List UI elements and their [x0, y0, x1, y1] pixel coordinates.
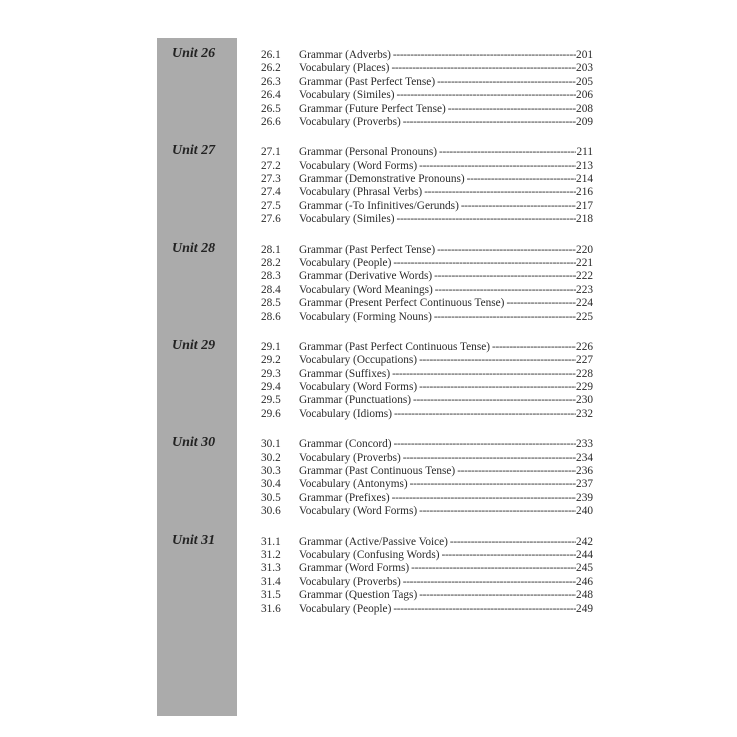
entry-title: Vocabulary (Similes) [299, 89, 395, 102]
entry-title: Grammar (Question Tags) [299, 589, 418, 602]
unit-label: Unit 26 [172, 46, 216, 61]
entry-title: Vocabulary (Word Meanings) [299, 283, 433, 296]
entry-page: 220 [576, 243, 593, 256]
leader-dots [403, 116, 576, 129]
leader-dots [396, 89, 576, 102]
toc-entry [261, 284, 593, 297]
unit-label: Unit 27 [172, 143, 216, 159]
entry-number: 31.6 [261, 602, 281, 615]
toc-entry [261, 452, 593, 465]
leader-dots [506, 297, 576, 310]
entry-number: 27.1 [261, 146, 281, 159]
entry-title: Grammar (Present Perfect Continuous Tense) [299, 297, 505, 310]
leader-dots [434, 311, 576, 324]
entry-title: Vocabulary (Occupations) [299, 354, 418, 367]
entry-title: Vocabulary (Word Forms) [299, 381, 418, 394]
toc-entry [261, 257, 593, 270]
entry-page: 224 [576, 297, 593, 310]
entry-number: 26.3 [261, 75, 281, 88]
entry-page: 237 [576, 478, 593, 491]
entry-number: 28.4 [261, 283, 281, 296]
leader-dots [410, 478, 576, 491]
toc-entry [261, 492, 593, 505]
leader-dots [396, 213, 576, 226]
leader-dots [435, 284, 576, 297]
leader-dots [437, 76, 576, 89]
entry-page: 233 [576, 438, 593, 451]
entry-number: 30.1 [261, 438, 281, 451]
unit-label: Unit 29 [172, 337, 216, 353]
entry-title: Vocabulary (Places) [299, 62, 390, 75]
entry-number: 27.6 [261, 213, 281, 226]
entry-number: 28.1 [261, 243, 281, 256]
leader-dots [457, 465, 576, 478]
leader-dots [393, 603, 576, 616]
leader-dots [419, 160, 576, 173]
unit-sidebar [157, 38, 237, 716]
entry-title: Grammar (Prefixes) [299, 491, 390, 504]
entry-page: 244 [576, 548, 593, 561]
entry-number: 26.6 [261, 116, 281, 128]
entry-number: 27.5 [261, 199, 281, 212]
entry-title: Vocabulary (Proverbs) [299, 116, 401, 128]
entry-page: 239 [576, 491, 593, 504]
entry-page: 223 [576, 283, 593, 296]
entry-page: 203 [576, 62, 593, 75]
entry-number: 26.4 [261, 89, 281, 102]
entry-title: Vocabulary (Proverbs) [299, 451, 401, 464]
entry-title: Grammar (Punctuations) [299, 394, 411, 407]
entry-number: 29.4 [261, 381, 281, 394]
toc-entry [261, 354, 593, 367]
toc-entry [261, 244, 593, 257]
entry-title: Grammar (Personal Pronouns) [299, 146, 438, 159]
entry-number: 30.3 [261, 464, 281, 477]
leader-dots [413, 394, 576, 407]
entry-page: 222 [576, 270, 593, 283]
entry-title: Grammar (Concord) [299, 438, 392, 451]
entry-number: 30.4 [261, 478, 281, 491]
entry-page: 229 [576, 381, 593, 394]
entry-page: 234 [576, 451, 593, 464]
entry-page: 218 [576, 213, 593, 226]
entry-title: Vocabulary (Proverbs) [299, 575, 401, 588]
entry-title: Grammar (Past Perfect Continuous Tense) [299, 340, 491, 353]
toc-entry [261, 200, 593, 213]
entry-title: Vocabulary (Idioms) [299, 407, 392, 420]
toc-entry [261, 562, 593, 575]
leader-dots [439, 146, 576, 159]
entry-page: 232 [576, 407, 593, 420]
entry-page: 236 [576, 464, 593, 477]
entry-number: 29.6 [261, 407, 281, 420]
entry-number: 29.2 [261, 354, 281, 367]
entry-page: 208 [576, 102, 593, 115]
entry-number: 27.2 [261, 159, 281, 172]
toc-entry [261, 341, 593, 354]
toc-entry [261, 49, 593, 62]
entry-page: 242 [576, 535, 593, 548]
entry-page: 221 [576, 256, 593, 269]
toc-entry [261, 589, 593, 602]
entry-number: 31.1 [261, 535, 281, 548]
entry-number: 26.5 [261, 102, 281, 115]
toc-entry [261, 478, 593, 491]
leader-dots [394, 438, 577, 451]
leader-dots [391, 62, 576, 75]
leader-dots [419, 505, 576, 518]
leader-dots [393, 257, 576, 270]
entry-title: Grammar (Active/Passive Voice) [299, 535, 448, 548]
entry-page: 201 [576, 49, 593, 61]
toc-entry [261, 465, 593, 478]
toc-entry [261, 438, 593, 451]
entry-number: 31.2 [261, 548, 281, 561]
entry-number: 30.6 [261, 505, 281, 518]
entry-number: 31.4 [261, 575, 281, 588]
leader-dots [394, 408, 576, 421]
leader-dots [450, 536, 576, 549]
entry-page: 214 [576, 173, 593, 186]
entry-title: Grammar (Derivative Words) [299, 270, 433, 283]
entry-title: Grammar (Suffixes) [299, 367, 391, 380]
entry-number: 27.4 [261, 186, 281, 199]
leader-dots [411, 562, 576, 575]
leader-dots [419, 354, 576, 367]
entry-number: 29.5 [261, 394, 281, 407]
toc-entry [261, 173, 593, 186]
entry-title: Vocabulary (Word Forms) [299, 159, 418, 172]
entry-title: Grammar (Demonstrative Pronouns) [299, 173, 465, 186]
toc-entry [261, 213, 593, 226]
entry-number: 29.1 [261, 340, 281, 353]
entry-title: Vocabulary (Phrasal Verbs) [299, 186, 423, 199]
entry-number: 31.3 [261, 562, 281, 575]
toc-entry [261, 146, 593, 159]
toc-entry [261, 297, 593, 310]
leader-dots [403, 576, 576, 589]
leader-dots [392, 368, 576, 381]
entry-title: Grammar (Adverbs) [299, 49, 391, 61]
toc-entry [261, 408, 593, 421]
leader-dots [467, 173, 576, 186]
entry-title: Grammar (Past Perfect Tense) [299, 75, 436, 88]
leader-dots [392, 492, 576, 505]
toc-entry [261, 311, 593, 324]
entry-number: 26.1 [261, 49, 281, 61]
entry-number: 30.5 [261, 491, 281, 504]
leader-dots [442, 549, 577, 562]
leader-dots [437, 244, 576, 257]
entry-number: 28.2 [261, 256, 281, 269]
toc-entry [261, 160, 593, 173]
toc-entry [261, 103, 593, 116]
leader-dots [419, 589, 576, 602]
entry-title: Vocabulary (Forming Nouns) [299, 310, 432, 323]
toc-entry [261, 76, 593, 89]
leader-dots [424, 186, 576, 199]
leader-dots [492, 341, 576, 354]
entry-page: 213 [576, 159, 593, 172]
entry-page: 209 [576, 116, 593, 128]
toc-entry [261, 394, 593, 407]
entry-number: 28.3 [261, 270, 281, 283]
entry-page: 246 [576, 575, 593, 588]
entry-page: 249 [576, 602, 593, 615]
entry-page: 248 [576, 589, 593, 602]
entry-page: 216 [576, 186, 593, 199]
entry-page: 227 [576, 354, 593, 367]
entry-title: Vocabulary (Word Forms) [299, 505, 418, 518]
entry-title: Vocabulary (People) [299, 256, 392, 269]
toc-entry [261, 536, 593, 549]
entry-title: Grammar (Past Continuous Tense) [299, 464, 456, 477]
entry-page: 217 [576, 199, 593, 212]
entry-page: 225 [576, 310, 593, 323]
entry-title: Grammar (Future Perfect Tense) [299, 102, 446, 115]
entry-number: 26.2 [261, 62, 281, 75]
entry-title: Vocabulary (People) [299, 602, 392, 615]
toc-entry [261, 576, 593, 589]
leader-dots [403, 452, 576, 465]
entry-title: Grammar (-To Infinitives/Gerunds) [299, 199, 459, 212]
entry-number: 28.5 [261, 297, 281, 310]
toc-entry [261, 89, 593, 102]
leader-dots [434, 270, 576, 283]
entry-number: 31.5 [261, 589, 281, 602]
toc-entry [261, 381, 593, 394]
entry-title: Vocabulary (Antonyms) [299, 478, 408, 491]
toc-entry [261, 505, 593, 518]
unit-label: Unit 31 [172, 532, 216, 548]
toc-entry [261, 116, 593, 129]
entry-title: Grammar (Past Perfect Tense) [299, 243, 436, 256]
entry-title: Vocabulary (Similes) [299, 213, 395, 226]
entry-page: 205 [576, 75, 593, 88]
entry-title: Grammar (Word Forms) [299, 562, 410, 575]
entry-number: 29.3 [261, 367, 281, 380]
leader-dots [393, 49, 576, 62]
entry-page: 240 [576, 505, 593, 518]
toc-entry [261, 62, 593, 75]
entry-page: 230 [576, 394, 593, 407]
toc-entry [261, 549, 593, 562]
entry-page: 245 [576, 562, 593, 575]
toc-entry [261, 186, 593, 199]
toc-entry [261, 368, 593, 381]
leader-dots [461, 200, 576, 213]
leader-dots [448, 103, 576, 116]
entry-page: 226 [576, 340, 593, 353]
unit-label: Unit 28 [172, 240, 216, 256]
entry-number: 30.2 [261, 451, 281, 464]
entry-title: Vocabulary (Confusing Words) [299, 548, 440, 561]
entry-page: 228 [576, 367, 593, 380]
leader-dots [419, 381, 576, 394]
entry-page: 206 [576, 89, 593, 102]
unit-label: Unit 30 [172, 435, 216, 451]
entry-number: 28.6 [261, 310, 281, 323]
entry-number: 27.3 [261, 173, 281, 186]
toc-entry [261, 603, 593, 616]
toc-entry [261, 270, 593, 283]
entry-page: 211 [576, 146, 593, 159]
